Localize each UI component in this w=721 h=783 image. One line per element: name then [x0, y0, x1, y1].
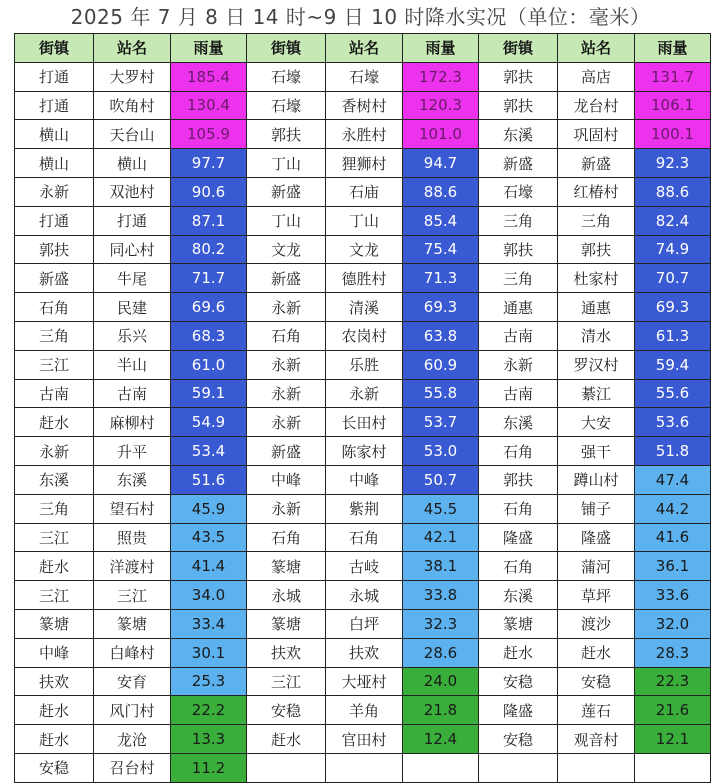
- table-row: [15, 264, 711, 293]
- station-cell: 蹲山村: [558, 465, 635, 494]
- rainfall-cell: 53.6: [635, 408, 711, 437]
- rainfall-cell: 80.2: [171, 235, 247, 264]
- rainfall-cell: 61.3: [635, 321, 711, 350]
- rainfall-cell: 12.4: [403, 725, 479, 754]
- rainfall-cell: 53.0: [403, 437, 479, 466]
- rainfall-cell: 24.0: [403, 667, 479, 696]
- station-cell: 郭扶: [558, 235, 635, 264]
- station-cell: 铺子: [558, 494, 635, 523]
- table-row: [15, 725, 711, 754]
- header-rainfall: 雨量: [403, 34, 479, 63]
- table-row: [15, 293, 711, 322]
- rainfall-cell: 47.4: [635, 465, 711, 494]
- table-row: [15, 465, 711, 494]
- town-cell: 横山: [15, 120, 94, 149]
- town-cell: 郭扶: [15, 235, 94, 264]
- town-cell: 中峰: [15, 638, 94, 667]
- rainfall-cell: 59.1: [171, 379, 247, 408]
- town-cell: 三角: [479, 206, 558, 235]
- town-cell: 赶水: [15, 408, 94, 437]
- rainfall-cell: 51.6: [171, 465, 247, 494]
- rainfall-cell: 30.1: [171, 638, 247, 667]
- town-cell: 打通: [15, 62, 94, 91]
- station-cell: 打通: [94, 206, 171, 235]
- town-cell: 东溪: [479, 408, 558, 437]
- station-cell: 东溪: [94, 465, 171, 494]
- station-cell: 紫荆: [326, 494, 403, 523]
- station-cell: 白峰村: [94, 638, 171, 667]
- table-row: [15, 581, 711, 610]
- rainfall-cell: 69.3: [635, 293, 711, 322]
- town-cell: 东溪: [479, 120, 558, 149]
- rainfall-cell: 100.1: [635, 120, 711, 149]
- station-cell: 风门村: [94, 696, 171, 725]
- header-station: 站名: [94, 34, 171, 63]
- town-cell: [247, 753, 326, 782]
- station-cell: 永城: [326, 581, 403, 610]
- town-cell: 安稳: [479, 725, 558, 754]
- table-row: [15, 753, 711, 782]
- station-cell: 赶水: [558, 638, 635, 667]
- station-cell: 麻柳村: [94, 408, 171, 437]
- station-cell: 篆塘: [94, 609, 171, 638]
- header-town: 街镇: [247, 34, 326, 63]
- station-cell: 高店: [558, 62, 635, 91]
- station-cell: 渡沙: [558, 609, 635, 638]
- rainfall-cell: 41.6: [635, 523, 711, 552]
- town-cell: 郭扶: [247, 120, 326, 149]
- rainfall-cell: 33.8: [403, 581, 479, 610]
- rainfall-cell: 45.5: [403, 494, 479, 523]
- rainfall-cell: 51.8: [635, 437, 711, 466]
- station-cell: 观音村: [558, 725, 635, 754]
- town-cell: 永新: [247, 494, 326, 523]
- town-cell: 东溪: [479, 581, 558, 610]
- town-cell: 三江: [15, 350, 94, 379]
- town-cell: 安稳: [479, 667, 558, 696]
- station-cell: 陈家村: [326, 437, 403, 466]
- town-cell: 石角: [479, 552, 558, 581]
- header-station: 站名: [558, 34, 635, 63]
- station-cell: 莲石: [558, 696, 635, 725]
- rainfall-cell: 101.0: [403, 120, 479, 149]
- table-row: [15, 149, 711, 178]
- station-cell: [558, 753, 635, 782]
- station-cell: 清溪: [326, 293, 403, 322]
- station-cell: 民建: [94, 293, 171, 322]
- table-row: [15, 696, 711, 725]
- town-cell: 安稳: [15, 753, 94, 782]
- town-cell: 石壕: [479, 177, 558, 206]
- town-cell: 安稳: [247, 696, 326, 725]
- station-cell: 安育: [94, 667, 171, 696]
- rainfall-cell: [403, 753, 479, 782]
- town-cell: 郭扶: [479, 62, 558, 91]
- station-cell: 横山: [94, 149, 171, 178]
- station-cell: 隆盛: [558, 523, 635, 552]
- town-cell: 隆盛: [479, 696, 558, 725]
- town-cell: 郭扶: [479, 465, 558, 494]
- rainfall-cell: 90.6: [171, 177, 247, 206]
- header-station: 站名: [326, 34, 403, 63]
- station-cell: 扶欢: [326, 638, 403, 667]
- rainfall-cell: 38.1: [403, 552, 479, 581]
- town-cell: 永新: [247, 408, 326, 437]
- station-cell: 照贵: [94, 523, 171, 552]
- town-cell: 三江: [15, 581, 94, 610]
- rainfall-cell: 43.5: [171, 523, 247, 552]
- rainfall-cell: 63.8: [403, 321, 479, 350]
- rainfall-cell: 45.9: [171, 494, 247, 523]
- town-cell: 东溪: [15, 465, 94, 494]
- station-cell: 乐兴: [94, 321, 171, 350]
- town-cell: 三江: [247, 667, 326, 696]
- rainfall-cell: 71.7: [171, 264, 247, 293]
- station-cell: 安稳: [558, 667, 635, 696]
- rainfall-cell: 55.6: [635, 379, 711, 408]
- town-cell: 石壕: [247, 91, 326, 120]
- station-cell: 乐胜: [326, 350, 403, 379]
- rainfall-cell: 61.0: [171, 350, 247, 379]
- station-cell: 长田村: [326, 408, 403, 437]
- table-row: [15, 177, 711, 206]
- station-cell: 蒲河: [558, 552, 635, 581]
- town-cell: 三江: [15, 523, 94, 552]
- town-cell: 打通: [15, 206, 94, 235]
- town-cell: 石角: [247, 523, 326, 552]
- station-cell: 羊角: [326, 696, 403, 725]
- town-cell: 横山: [15, 149, 94, 178]
- station-cell: 大罗村: [94, 62, 171, 91]
- station-cell: 石角: [326, 523, 403, 552]
- table-row: [15, 62, 711, 91]
- station-cell: 大安: [558, 408, 635, 437]
- station-cell: 新盛: [558, 149, 635, 178]
- rainfall-cell: 71.3: [403, 264, 479, 293]
- station-cell: 石庙: [326, 177, 403, 206]
- town-cell: 新盛: [247, 177, 326, 206]
- rainfall-cell: 21.8: [403, 696, 479, 725]
- station-cell: 望石村: [94, 494, 171, 523]
- town-cell: 赶水: [15, 552, 94, 581]
- town-cell: 古南: [479, 321, 558, 350]
- town-cell: 三角: [479, 264, 558, 293]
- town-cell: 丁山: [247, 149, 326, 178]
- town-cell: 石壕: [247, 62, 326, 91]
- rainfall-cell: 60.9: [403, 350, 479, 379]
- table-row: [15, 235, 711, 264]
- station-cell: 升平: [94, 437, 171, 466]
- rainfall-cell: 92.3: [635, 149, 711, 178]
- town-cell: 永新: [15, 177, 94, 206]
- table-row: [15, 437, 711, 466]
- rainfall-cell: 41.4: [171, 552, 247, 581]
- rainfall-cell: 120.3: [403, 91, 479, 120]
- rainfall-cell: 131.7: [635, 62, 711, 91]
- table-body: [15, 62, 711, 782]
- rainfall-cell: 33.6: [635, 581, 711, 610]
- rainfall-cell: 28.3: [635, 638, 711, 667]
- town-cell: 永新: [247, 379, 326, 408]
- station-cell: 红椿村: [558, 177, 635, 206]
- station-cell: 召台村: [94, 753, 171, 782]
- rainfall-cell: 68.3: [171, 321, 247, 350]
- rainfall-cell: 106.1: [635, 91, 711, 120]
- rainfall-cell: 185.4: [171, 62, 247, 91]
- town-cell: 郭扶: [479, 235, 558, 264]
- town-cell: 赶水: [15, 725, 94, 754]
- rainfall-cell: 22.2: [171, 696, 247, 725]
- town-cell: 篆塘: [247, 609, 326, 638]
- station-cell: 白坪: [326, 609, 403, 638]
- station-cell: 双池村: [94, 177, 171, 206]
- header-town: 街镇: [15, 34, 94, 63]
- rainfall-cell: [635, 753, 711, 782]
- rainfall-cell: 88.6: [635, 177, 711, 206]
- town-cell: 永新: [479, 350, 558, 379]
- rainfall-cell: 25.3: [171, 667, 247, 696]
- table-row: [15, 379, 711, 408]
- rainfall-cell: 70.7: [635, 264, 711, 293]
- station-cell: 大垭村: [326, 667, 403, 696]
- town-cell: [479, 753, 558, 782]
- table-row: [15, 321, 711, 350]
- town-cell: 古南: [479, 379, 558, 408]
- town-cell: 赶水: [479, 638, 558, 667]
- station-cell: [326, 753, 403, 782]
- header-row: [15, 34, 711, 63]
- station-cell: 古岐: [326, 552, 403, 581]
- station-cell: 农岗村: [326, 321, 403, 350]
- rainfall-cell: 69.6: [171, 293, 247, 322]
- table-row: [15, 552, 711, 581]
- town-cell: 郭扶: [479, 91, 558, 120]
- rainfall-cell: 82.4: [635, 206, 711, 235]
- station-cell: 石壕: [326, 62, 403, 91]
- rainfall-cell: 32.3: [403, 609, 479, 638]
- town-cell: 新盛: [479, 149, 558, 178]
- town-cell: 新盛: [247, 437, 326, 466]
- table-row: [15, 206, 711, 235]
- rainfall-cell: 34.0: [171, 581, 247, 610]
- town-cell: 赶水: [247, 725, 326, 754]
- rainfall-cell: 53.7: [403, 408, 479, 437]
- station-cell: 强干: [558, 437, 635, 466]
- station-cell: 永胜村: [326, 120, 403, 149]
- table-row: [15, 120, 711, 149]
- station-cell: 綦江: [558, 379, 635, 408]
- town-cell: 通惠: [479, 293, 558, 322]
- header-rainfall: 雨量: [635, 34, 711, 63]
- station-cell: 洋渡村: [94, 552, 171, 581]
- rainfall-cell: 130.4: [171, 91, 247, 120]
- rainfall-cell: 28.6: [403, 638, 479, 667]
- rainfall-cell: 59.4: [635, 350, 711, 379]
- town-cell: 永新: [247, 293, 326, 322]
- table-row: [15, 91, 711, 120]
- rainfall-cell: 21.6: [635, 696, 711, 725]
- town-cell: 丁山: [247, 206, 326, 235]
- town-cell: 石角: [247, 321, 326, 350]
- station-cell: 吹角村: [94, 91, 171, 120]
- page-title: 2025 年 7 月 8 日 14 时~9 日 10 时降水实况（单位：毫米）: [70, 5, 651, 29]
- town-cell: 永新: [15, 437, 94, 466]
- station-cell: 龙沧: [94, 725, 171, 754]
- town-cell: 古南: [15, 379, 94, 408]
- table-row: [15, 350, 711, 379]
- table-row: [15, 494, 711, 523]
- town-cell: 扶欢: [15, 667, 94, 696]
- station-cell: 狸狮村: [326, 149, 403, 178]
- rainfall-cell: 11.2: [171, 753, 247, 782]
- station-cell: 文龙: [326, 235, 403, 264]
- town-cell: 隆盛: [479, 523, 558, 552]
- table-row: [15, 638, 711, 667]
- rainfall-cell: 13.3: [171, 725, 247, 754]
- station-cell: 通惠: [558, 293, 635, 322]
- town-cell: 三角: [15, 494, 94, 523]
- town-cell: 赶水: [15, 696, 94, 725]
- table-row: [15, 609, 711, 638]
- town-cell: 篆塘: [15, 609, 94, 638]
- rainfall-cell: 33.4: [171, 609, 247, 638]
- station-cell: 罗汉村: [558, 350, 635, 379]
- rainfall-cell: 44.2: [635, 494, 711, 523]
- station-cell: 丁山: [326, 206, 403, 235]
- station-cell: 三江: [94, 581, 171, 610]
- town-cell: 永新: [247, 350, 326, 379]
- rainfall-cell: 74.9: [635, 235, 711, 264]
- town-cell: 打通: [15, 91, 94, 120]
- station-cell: 龙台村: [558, 91, 635, 120]
- table-row: [15, 523, 711, 552]
- rainfall-cell: 53.4: [171, 437, 247, 466]
- rainfall-table: [14, 33, 711, 783]
- station-cell: 牛尾: [94, 264, 171, 293]
- header-rainfall: 雨量: [171, 34, 247, 63]
- station-cell: 古南: [94, 379, 171, 408]
- town-cell: 新盛: [15, 264, 94, 293]
- town-cell: 文龙: [247, 235, 326, 264]
- town-cell: 中峰: [247, 465, 326, 494]
- header-town: 街镇: [479, 34, 558, 63]
- town-cell: 石角: [479, 494, 558, 523]
- station-cell: 半山: [94, 350, 171, 379]
- rainfall-cell: 55.8: [403, 379, 479, 408]
- station-cell: 永新: [326, 379, 403, 408]
- rainfall-cell: 32.0: [635, 609, 711, 638]
- rainfall-cell: 97.7: [171, 149, 247, 178]
- station-cell: 德胜村: [326, 264, 403, 293]
- town-cell: 永城: [247, 581, 326, 610]
- rainfall-cell: 94.7: [403, 149, 479, 178]
- station-cell: 巩固村: [558, 120, 635, 149]
- rainfall-cell: 85.4: [403, 206, 479, 235]
- station-cell: 中峰: [326, 465, 403, 494]
- town-cell: 石角: [479, 437, 558, 466]
- rainfall-cell: 172.3: [403, 62, 479, 91]
- station-cell: 天台山: [94, 120, 171, 149]
- rainfall-cell: 22.3: [635, 667, 711, 696]
- rainfall-cell: 54.9: [171, 408, 247, 437]
- rainfall-cell: 42.1: [403, 523, 479, 552]
- station-cell: 官田村: [326, 725, 403, 754]
- station-cell: 香树村: [326, 91, 403, 120]
- station-cell: 清水: [558, 321, 635, 350]
- rainfall-cell: 88.6: [403, 177, 479, 206]
- town-cell: 三角: [15, 321, 94, 350]
- town-cell: 石角: [15, 293, 94, 322]
- table-row: [15, 667, 711, 696]
- table-row: [15, 408, 711, 437]
- station-cell: 杜家村: [558, 264, 635, 293]
- town-cell: 篆塘: [479, 609, 558, 638]
- town-cell: 扶欢: [247, 638, 326, 667]
- rainfall-cell: 69.3: [403, 293, 479, 322]
- rainfall-cell: 87.1: [171, 206, 247, 235]
- town-cell: 篆塘: [247, 552, 326, 581]
- station-cell: 三角: [558, 206, 635, 235]
- rainfall-cell: 75.4: [403, 235, 479, 264]
- rainfall-cell: 105.9: [171, 120, 247, 149]
- town-cell: 新盛: [247, 264, 326, 293]
- rainfall-cell: 12.1: [635, 725, 711, 754]
- station-cell: 同心村: [94, 235, 171, 264]
- rainfall-cell: 36.1: [635, 552, 711, 581]
- rainfall-cell: 50.7: [403, 465, 479, 494]
- station-cell: 草坪: [558, 581, 635, 610]
